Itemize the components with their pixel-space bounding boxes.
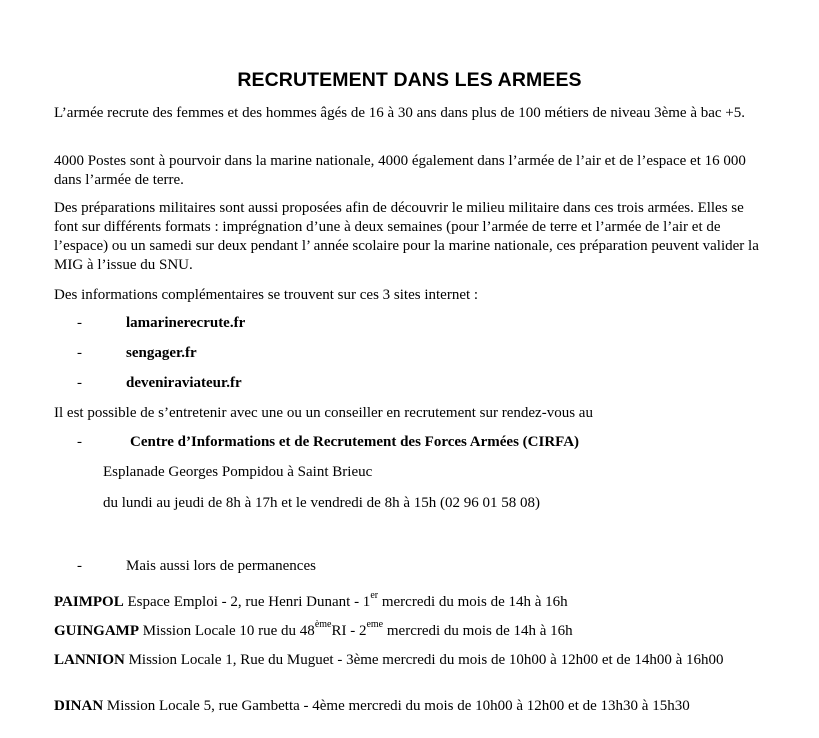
cirfa-name: Centre d’Informations et de Recrutement des Forces Armées (CIRFA): [130, 434, 580, 450]
cirfa-hours: du lundi au jeudi de 8h à 17h et le vendredi de 8h à 15h (02 96 01 58 08): [103, 495, 540, 511]
appointment-paragraph: Il est possible de s’entretenir avec une ou un conseiller en recrutement sur rendez-vous au: [54, 405, 593, 421]
city-name: PAIMPOL: [54, 594, 124, 610]
ordinal-suffix: ème: [314, 619, 332, 630]
city-name: DINAN: [54, 698, 104, 714]
city-name: LANNION: [54, 652, 125, 668]
bullet-marker: -: [77, 315, 82, 331]
permanence-text: RI - 2: [331, 623, 367, 639]
preparations-paragraph: Des préparations militaires sont aussi proposées afin de découvrir le milieu militaire dans ces trois armées. Elles se font sur différents formats : imprégnation d’une à deux semaines (pour l’armée de terre et l’armée de l’air et de l’espace) ou un samedi sur deux pendant l’ année scolaire pour la marine nationale, ces préparation peuvent valider la MIG à l’issue du SNU.: [54, 200, 759, 273]
permanence-text: Mission Locale 10 rue du 48: [139, 623, 315, 639]
posts-paragraph: 4000 Postes sont à pourvoir dans la marine nationale, 4000 également dans l’armée de l’air et de l’espace et 16 000 dans l’armée de terre.: [54, 153, 746, 188]
websites-intro: Des informations complémentaires se trouvent sur ces 3 sites internet :: [54, 287, 479, 303]
permanence-paimpol: [54, 590, 568, 612]
permanence-text: Espace Emploi - 2, rue Henri Dunant - 1: [123, 594, 371, 610]
city-name: GUINGAMP: [54, 623, 139, 639]
website-link-marine[interactable]: lamarinerecrute.fr: [126, 315, 246, 331]
cirfa-address: Esplanade Georges Pompidou à Saint Brieuc: [103, 464, 373, 480]
permanence-text: mercredi du mois de 14h à 16h: [383, 623, 573, 639]
bullet-marker: -: [77, 345, 82, 361]
permanence-lannion: [54, 651, 766, 670]
page-title: RECRUTEMENT DANS LES ARMEES: [237, 69, 582, 91]
permanence-guingamp: [54, 619, 573, 641]
bullet-marker: -: [77, 558, 82, 574]
ordinal-suffix: eme: [366, 619, 384, 630]
permanences-label: Mais aussi lors de permanences: [126, 558, 316, 574]
permanence-dinan: [54, 697, 690, 716]
website-link-aviateur[interactable]: deveniraviateur.fr: [126, 375, 242, 391]
permanence-text: Mission Locale 5, rue Gambetta - 4ème mercredi du mois de 10h00 à 12h00 et de 13h30 à 15h30: [103, 698, 690, 714]
permanence-text: mercredi du mois de 14h à 16h: [378, 594, 568, 610]
permanence-text: Mission Locale 1, Rue du Muguet - 3ème mercredi du mois de 10h00 à 12h00 et de 14h00 à 16h00: [124, 652, 724, 668]
ordinal-suffix: er: [370, 590, 379, 601]
bullet-marker: -: [77, 434, 82, 450]
intro-paragraph: L’armée recrute des femmes et des hommes âgés de 16 à 30 ans dans plus de 100 métiers de niveau 3ème à bac +5.: [54, 105, 746, 121]
bullet-marker: -: [77, 375, 82, 391]
website-link-sengager[interactable]: sengager.fr: [126, 345, 197, 361]
